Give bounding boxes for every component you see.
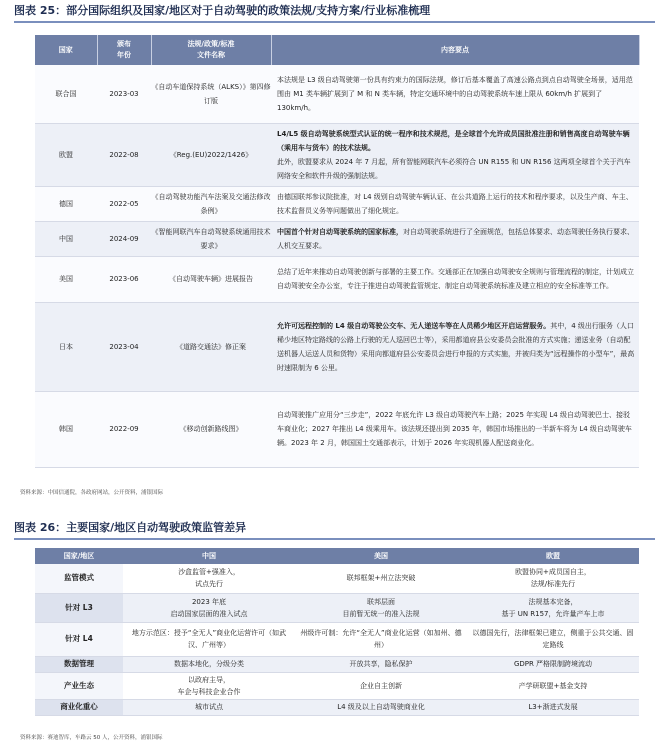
year-cell: 2023-06 xyxy=(97,256,151,302)
cell-eu: 产学研联盟+基金支持 xyxy=(467,672,639,699)
table-row xyxy=(35,302,639,391)
content-text: 允许可远程控制的 L4 级自动驾驶公交车、无人递送车等在人员稀少地区开启运营服务。 xyxy=(277,321,551,330)
cell-cn: 地方示范区：授予“全无人”商业化运营许可（如武汉、广州等） xyxy=(123,622,295,656)
table-row xyxy=(35,221,639,256)
content-text: 中国首个针对自动驾驶系统的国家标准， xyxy=(277,227,403,236)
column-header: 国家 xyxy=(35,35,97,65)
content-cell xyxy=(271,391,639,467)
cell-eu: L3+渐进式发展 xyxy=(467,699,639,715)
content-cell xyxy=(271,256,639,302)
content-text: L4/L5 级自动驾驶系统型式认证的统一程序和技术规范，是全球首个允许成员国批准注册和销售高度自动驾驶车辆（乘用车与货车）的技术法规。 xyxy=(277,129,630,152)
content-cell xyxy=(271,65,639,123)
row-label: 针对 L3 xyxy=(35,593,123,622)
table-row xyxy=(35,391,639,467)
country-cell: 德国 xyxy=(35,186,97,221)
table-row xyxy=(35,65,639,123)
table-row xyxy=(35,256,639,302)
table-row xyxy=(35,593,639,622)
table-row xyxy=(35,622,639,656)
table-header-row xyxy=(35,35,639,65)
content-text: 本法规是 L3 级自动驾驶第一份具有约束力的国际法规，修订后基本覆盖了高速公路点到点自动驾驶全场景，适用范围由 M1 类车辆扩展到了 M 和 N 类车辆，特定交通环境中的自动驾驶系统车速上限从 60km/h 扩展到了 130km/h。 xyxy=(277,75,633,112)
cell-us: 开放共享，隐私保护 xyxy=(295,656,467,672)
title-rule xyxy=(14,21,655,23)
year-cell: 2022-05 xyxy=(97,186,151,221)
cell-us: 企业自主创新 xyxy=(295,672,467,699)
country-cell: 日本 xyxy=(35,302,97,391)
row-label: 商业化重心 xyxy=(35,699,123,715)
table-row xyxy=(35,123,639,186)
content-cell xyxy=(271,186,639,221)
column-header: 法规/政策/标准 文件名称 xyxy=(151,35,271,65)
content-cell xyxy=(271,302,639,391)
figure-26-title: 图表 26：主要国家/地区自动驾驶政策监管差异 xyxy=(14,521,247,534)
row-label: 监管模式 xyxy=(35,564,123,593)
content-text: 对自动驾驶系统进行了全面规范，包括总体要求、动态驾驶任务执行要求、人机交互要求。 xyxy=(277,227,634,250)
table-row xyxy=(35,564,639,593)
cell-us: 联邦框架+州立法突破 xyxy=(295,564,467,593)
content-text: 总结了近年来推动自动驾驶创新与部署的主要工作。交通部正在加强自动驾驶安全规则与管理流程的制定，计划成立自动驾驶安全办公室，专注于推进自动驾驶监管规定、制定自动驾驶系统标准及建立相应的安全标准等工作。 xyxy=(277,268,634,290)
country-cell: 中国 xyxy=(35,221,97,256)
cell-eu: GDPR 严格限制跨境流动 xyxy=(467,656,639,672)
column-header: 欧盟 xyxy=(467,548,639,564)
column-header: 国家/地区 xyxy=(35,548,123,564)
content-text: 其中，4 级出行服务（人口稀少地区特定路线的公路上行驶的无人巡回巴士等），采用都道府县公安委员会批准的方式实施；递送业务（自动配送机器人运送人员和货物）采用向都道府县公安委员会进行申报的方式实施，并被归类为“远程操作的小型车”，最高时速限制为 6 公里。 xyxy=(277,321,635,372)
cell-eu: 法规基本完备， 基于 UN R157，允许量产车上市 xyxy=(467,593,639,622)
content-text: 由德国联邦参议院批准，对 L4 级别自动驾驶车辆认证、在公共道路上运行的技术和程序要求，以及生产商、车主、技术监督员义务等问题做出了细化规定。 xyxy=(277,192,633,215)
cell-us: L4 级及以上自动驾驶商业化 xyxy=(295,699,467,715)
cell-cn: 数据本地化，分级分类 xyxy=(123,656,295,672)
figure-25-title: 图表 25：部分国际组织及国家/地区对于自动驾驶的政策法规/支持方案/行业标准梳理 xyxy=(14,4,431,17)
content-text: 此外，欧盟要求从 2024 年 7 月起，所有智能网联汽车必须符合 UN R155 和 UN R156 这两项全球首个关于汽车网络安全和软件升级的强制法规。 xyxy=(277,157,631,180)
policy-table xyxy=(35,35,640,468)
country-cell: 美国 xyxy=(35,256,97,302)
document-name-cell: 《自动驾驶功能汽车法案及交通法修改条例》 xyxy=(151,186,271,221)
cell-eu: 以德国先行，法律框架已建立，侧重于公共交通、固定路线 xyxy=(467,622,639,656)
cell-eu: 欧盟协同+成员国自主， 法规/标准先行 xyxy=(467,564,639,593)
country-cell: 韩国 xyxy=(35,391,97,467)
column-header: 内容要点 xyxy=(271,35,639,65)
document-name-cell: 《移动创新路线图》 xyxy=(151,391,271,467)
cell-cn: 以政府主导， 车企与科技企业合作 xyxy=(123,672,295,699)
country-cell: 欧盟 xyxy=(35,123,97,186)
row-label: 产业生态 xyxy=(35,672,123,699)
title-rule xyxy=(14,538,655,540)
document-name-cell: 《自动车道保持系统（ALKS）》第四修订版 xyxy=(151,65,271,123)
cell-cn: 城市试点 xyxy=(123,699,295,715)
source-note: 资料来源：中国信通院，各政府网站，公开资料，浦银国际 xyxy=(20,490,164,496)
document-name-cell: 《智能网联汽车自动驾驶系统通用技术要求》 xyxy=(151,221,271,256)
document-name-cell: 《Reg.(EU)2022/1426》 xyxy=(151,123,271,186)
row-label: 针对 L4 xyxy=(35,622,123,656)
year-cell: 2023-03 xyxy=(97,65,151,123)
column-header: 美国 xyxy=(295,548,467,564)
year-cell: 2022-08 xyxy=(97,123,151,186)
year-cell: 2022-09 xyxy=(97,391,151,467)
row-label: 数据管理 xyxy=(35,656,123,672)
country-cell: 联合国 xyxy=(35,65,97,123)
cell-cn: 沙盒监管+强准入， 试点先行 xyxy=(123,564,295,593)
content-text: 自动驾驶推广应用分“三步走”，2022 年底允许 L3 级自动驾驶汽车上路；2025 年实现 L4 级自动驾驶巴士、接驳车商业化；2027 年推出 L4 级乘用车。该法规还提出到 2035 年，韩国市场推出的一半新车将为 L4 级自动驾驶车辆。2023 年 2 月，韩国国土交通部表示，计划于 2026 年实现机器人配送商业化。 xyxy=(277,411,632,447)
document-name-cell: 《道路交通法》修正案 xyxy=(151,302,271,391)
table-row xyxy=(35,699,639,715)
table-row xyxy=(35,656,639,672)
cell-us: 联邦层面 目前暂无统一的准入法规 xyxy=(295,593,467,622)
column-header: 颁布 年份 xyxy=(97,35,151,65)
regulation-comparison-table xyxy=(35,548,639,716)
year-cell: 2024-09 xyxy=(97,221,151,256)
content-cell xyxy=(271,221,639,256)
table-row xyxy=(35,186,639,221)
column-header: 中国 xyxy=(123,548,295,564)
source-note: 资料来源：赛迪智库，车路云 50 人，公开资料，浦银国际 xyxy=(20,735,163,741)
cell-cn: 2023 年底 启动国家层面的准入试点 xyxy=(123,593,295,622)
cell-us: 州级许可制：允许“全无人”商业化运营（如加州、德州） xyxy=(295,622,467,656)
document-name-cell: 《自动驾驶车辆》进展报告 xyxy=(151,256,271,302)
content-cell xyxy=(271,123,639,186)
table-header-row xyxy=(35,548,639,564)
year-cell: 2023-04 xyxy=(97,302,151,391)
table-row xyxy=(35,672,639,699)
